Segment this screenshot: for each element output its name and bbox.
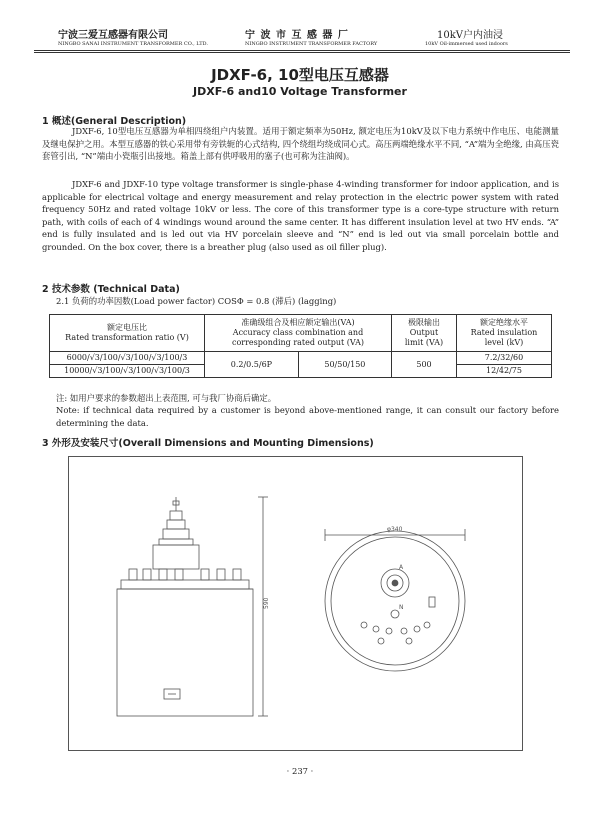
tank-body	[117, 589, 253, 716]
tank-cover	[121, 580, 249, 589]
header-rule	[34, 50, 570, 51]
terminal-a-label: A	[399, 564, 404, 571]
insulation-cell: 7.2/32/60	[457, 352, 552, 365]
header-text: Output	[409, 328, 439, 337]
technical-data-table	[49, 314, 552, 378]
section-3-heading: 3 外形及安装尺寸(Overall Dimensions and Mounting Dimensions)	[42, 438, 374, 449]
header-text: Rated insulation	[470, 328, 538, 337]
section-2-heading: 2 技术参数 (Technical Data)	[42, 284, 180, 295]
ratio-cell: 6000/√3/100/√3/100/√3/100/3	[50, 352, 205, 365]
note-cn: 注: 如用户要求的参数超出上表范围, 可与我厂协商后确定。	[56, 393, 277, 403]
header-text: Rated transformation ratio (V)	[65, 333, 189, 342]
dimension-drawing-frame	[68, 456, 523, 751]
accuracy-cell: 0.2/0.5/6P	[205, 352, 299, 378]
category-en: 10kV Oil-immersed used indoors	[425, 41, 508, 47]
factory-name-en: NINGBO INSTRUMENT TRANSFORMER FACTORY	[245, 41, 378, 47]
company-name-cn: 宁波三爱互感器有限公司	[58, 30, 168, 41]
ratio-cell: 10000/√3/100/√3/100/√3/100/3	[50, 365, 205, 378]
rated-output-cell: 50/50/150	[298, 352, 391, 378]
description-cn: JDXF-6, 10型电压互感器为单相四绕组户内装置。适用于额定频率为50Hz, 额定电压为10kV及以下电力系统中作电压、电能测量及继电保护之用。本型互感器的铁心采用带有旁铁轭的心式结构, 四个绕组均绕成同心式。高压两端绝缘水平不同, “A”端为全绝缘, 由高压瓷套管引出, “N”端由小瓷瓶引出接地。箱盖上部有供呼吸用的塞子(也可称为注油阀)。	[42, 126, 559, 162]
note-en: Note: if technical data required by a customer is beyond above-mentioned range, it can consult our factory before determining the data.	[56, 405, 559, 428]
header-accuracy	[205, 315, 392, 352]
category-cn: 10kV户内油浸	[437, 30, 504, 41]
header-rule-second	[34, 52, 570, 53]
section-1-heading: 1 概述(General Description)	[42, 116, 187, 127]
factory-name-cn: 宁 波 市 互 感 器 厂	[245, 30, 349, 41]
diameter-dimension-label: φ340	[387, 526, 403, 533]
header-text: limit (VA)	[404, 338, 444, 347]
page-title: JDXF-6, 10型电压互感器	[211, 66, 389, 84]
header-text: corresponding rated output (VA)	[231, 338, 365, 347]
power-factor-line: 2.1 负荷的功率因数(Load power factor) COSΦ = 0.8 (滞后) (lagging)	[56, 296, 337, 306]
description-en: JDXF-6 and JDXF-10 type voltage transformer is single-phase 4-winding transformer for indoor application, and is applicable for electrical voltage and energy measurement and relay protection in the electric power system with rated frequency 50Hz and rated voltage 10kV or less. The core of this transformer type is a core-type structure with return path, with coils of each of 4 windings wound around the same center. It has different insulation level at two HV ends. “A” end is fully insulated and is led out via HV porcelain sleeve and “N” end is led out via small porcelain bottle and grounded. On the box cover, there is a breather plug (also used as oil filler plug).	[42, 179, 559, 252]
header-text: level (kV)	[484, 338, 524, 347]
header-text: 额定绝缘水平	[480, 318, 528, 327]
dimension-drawing	[69, 457, 522, 750]
page-number: · 237 ·	[286, 766, 314, 776]
secondary-terminals	[361, 622, 430, 644]
header-rated-ratio	[50, 315, 205, 352]
table-header-row	[50, 315, 552, 352]
header-text: 额定电压比	[107, 323, 147, 332]
header-text: Accuracy class combination and	[232, 328, 364, 337]
hv-bushing	[153, 497, 199, 569]
header-insulation	[457, 315, 552, 352]
terminal-n-label: N	[399, 604, 404, 611]
table-row	[50, 352, 552, 365]
n-terminal	[391, 610, 399, 618]
limit-cell: 500	[392, 352, 457, 378]
page-subtitle: JDXF-6 and10 Voltage Transformer	[193, 85, 407, 98]
insulation-cell: 12/42/75	[457, 365, 552, 378]
header-text: 准确级组合及相应额定输出(VA)	[241, 318, 355, 327]
header-output-limit	[392, 315, 457, 352]
height-dimension-label: 590	[263, 597, 270, 609]
breather-plug	[429, 597, 435, 607]
terminal-row	[129, 569, 241, 580]
company-name-en: NINGBO SANAI INSTRUMENT TRANSFORMER CO., LTD.	[58, 41, 208, 47]
top-view-outline	[325, 531, 465, 671]
header-text: 极限输出	[408, 318, 440, 327]
